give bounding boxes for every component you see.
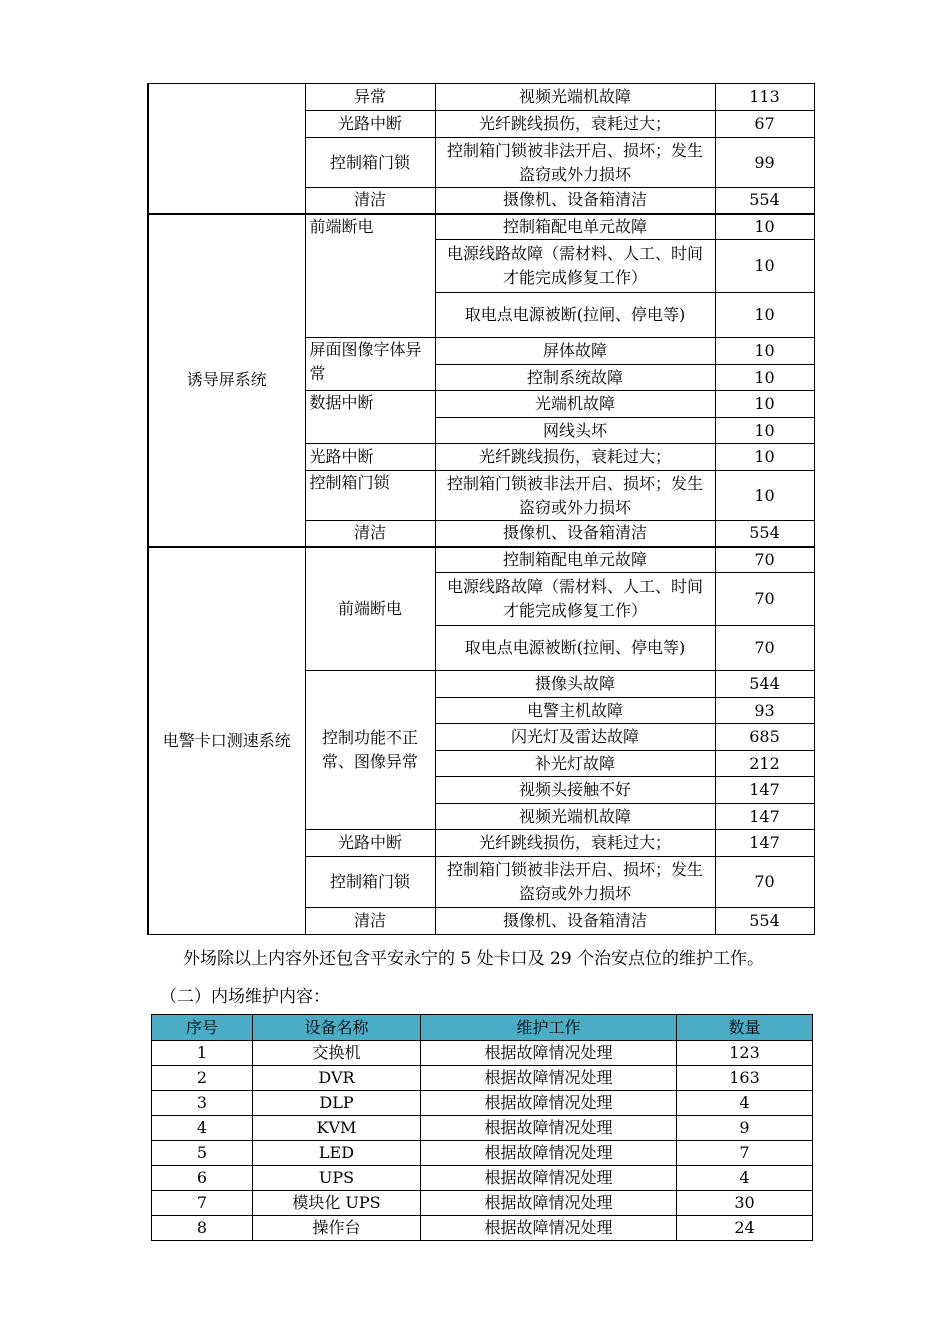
count-cell: 212 xyxy=(715,751,814,777)
count-cell: 544 xyxy=(715,671,814,698)
issue-cell: 摄像机、设备箱清洁 xyxy=(435,908,715,935)
count-cell: 113 xyxy=(715,84,814,111)
quantity-cell: 163 xyxy=(677,1066,813,1091)
count-cell: 70 xyxy=(715,547,814,573)
category-cell: 控制功能不正常、图像异常 xyxy=(305,671,435,830)
note-paragraph: 外场除以上内容外还包含平安永宁的 5 处卡口及 29 个治安点位的维护工作。 xyxy=(183,949,765,969)
issue-cell: 视频头接触不好 xyxy=(435,777,715,804)
count-cell: 67 xyxy=(715,111,814,138)
quantity-cell: 30 xyxy=(677,1191,813,1216)
issue-cell: 摄像机、设备箱清洁 xyxy=(435,521,715,547)
count-cell: 10 xyxy=(715,365,814,391)
count-cell: 147 xyxy=(715,804,814,830)
issue-cell: 摄像头故障 xyxy=(435,671,715,698)
count-cell: 685 xyxy=(715,724,814,751)
count-cell: 10 xyxy=(715,240,814,293)
issue-cell: 控制箱门锁被非法开启、损坏；发生盗窃或外力损坏 xyxy=(435,857,715,908)
index-cell: 6 xyxy=(152,1166,253,1191)
table-header-row xyxy=(152,1015,813,1041)
work-cell: 根据故障情况处理 xyxy=(421,1166,677,1191)
work-cell: 根据故障情况处理 xyxy=(421,1066,677,1091)
category-cell: 光路中断 xyxy=(305,830,435,857)
index-cell: 1 xyxy=(152,1041,253,1066)
count-cell: 147 xyxy=(715,830,814,857)
category-cell: 控制箱门锁 xyxy=(305,471,435,521)
count-cell: 10 xyxy=(715,471,814,521)
quantity-cell: 9 xyxy=(677,1116,813,1141)
system-cell: 诱导屏系统 xyxy=(148,214,305,547)
table-row xyxy=(152,1141,813,1166)
issue-cell: 摄像机、设备箱清洁 xyxy=(435,188,715,214)
count-cell: 10 xyxy=(715,338,814,365)
issue-cell: 电源线路故障（需材料、人工、时间才能完成修复工作） xyxy=(435,240,715,293)
device-cell: DVR xyxy=(253,1066,421,1091)
section-heading: （二）内场维护内容： xyxy=(160,987,330,1007)
table-row xyxy=(152,1191,813,1216)
work-cell: 根据故障情况处理 xyxy=(421,1116,677,1141)
device-cell: 模块化 UPS xyxy=(253,1191,421,1216)
device-cell: DLP xyxy=(253,1091,421,1116)
table-row xyxy=(152,1166,813,1191)
issue-cell: 控制箱门锁被非法开启、损坏；发生盗窃或外力损坏 xyxy=(435,471,715,521)
quantity-cell: 123 xyxy=(677,1041,813,1066)
issue-cell: 补光灯故障 xyxy=(435,751,715,777)
quantity-cell: 4 xyxy=(677,1091,813,1116)
system-cell: 电警卡口测速系统 xyxy=(148,547,305,935)
issue-cell: 控制箱门锁被非法开启、损坏；发生盗窃或外力损坏 xyxy=(435,138,715,188)
count-cell: 70 xyxy=(715,626,814,671)
category-cell: 光路中断 xyxy=(305,111,435,138)
index-cell: 7 xyxy=(152,1191,253,1216)
work-cell: 根据故障情况处理 xyxy=(421,1141,677,1166)
category-cell: 清洁 xyxy=(305,188,435,214)
issue-cell: 电源线路故障（需材料、人工、时间才能完成修复工作） xyxy=(435,573,715,626)
issue-cell: 屏体故障 xyxy=(435,338,715,365)
count-cell: 93 xyxy=(715,698,814,724)
quantity-cell: 7 xyxy=(677,1141,813,1166)
work-cell: 根据故障情况处理 xyxy=(421,1216,677,1241)
issue-cell: 控制系统故障 xyxy=(435,365,715,391)
indoor-maintenance-table xyxy=(151,1014,813,1241)
count-cell: 10 xyxy=(715,391,814,418)
index-cell: 3 xyxy=(152,1091,253,1116)
category-cell: 清洁 xyxy=(305,521,435,547)
work-cell: 根据故障情况处理 xyxy=(421,1191,677,1216)
device-cell: 交换机 xyxy=(253,1041,421,1066)
system-cell xyxy=(148,84,305,214)
issue-cell: 视频光端机故障 xyxy=(435,84,715,111)
category-cell: 数据中断 xyxy=(305,391,435,444)
issue-cell: 光纤跳线损伤，衰耗过大； xyxy=(435,830,715,857)
index-cell: 2 xyxy=(152,1066,253,1091)
count-cell: 554 xyxy=(715,908,814,935)
issue-cell: 取电点电源被断(拉闸、停电等) xyxy=(435,293,715,338)
issue-cell: 光端机故障 xyxy=(435,391,715,418)
header-device-name: 设备名称 xyxy=(253,1015,421,1041)
header-index: 序号 xyxy=(152,1015,253,1041)
category-cell: 光路中断 xyxy=(305,444,435,471)
issue-cell: 控制箱配电单元故障 xyxy=(435,214,715,240)
table-row xyxy=(152,1091,813,1116)
count-cell: 10 xyxy=(715,214,814,240)
device-cell: KVM xyxy=(253,1116,421,1141)
count-cell: 554 xyxy=(715,188,814,214)
issue-cell: 电警主机故障 xyxy=(435,698,715,724)
table-row xyxy=(152,1066,813,1091)
work-cell: 根据故障情况处理 xyxy=(421,1091,677,1116)
category-cell: 异常 xyxy=(305,84,435,111)
category-cell: 屏面图像字体异常 xyxy=(305,338,435,391)
table-row xyxy=(148,84,814,111)
count-cell: 554 xyxy=(715,521,814,547)
header-maintenance-work: 维护工作 xyxy=(421,1015,677,1041)
outdoor-maintenance-table xyxy=(147,83,815,935)
table-row xyxy=(148,547,814,573)
device-cell: LED xyxy=(253,1141,421,1166)
count-cell: 147 xyxy=(715,777,814,804)
issue-cell: 取电点电源被断(拉闸、停电等) xyxy=(435,626,715,671)
count-cell: 70 xyxy=(715,857,814,908)
device-cell: UPS xyxy=(253,1166,421,1191)
issue-cell: 视频光端机故障 xyxy=(435,804,715,830)
table-row xyxy=(152,1041,813,1066)
category-cell: 前端断电 xyxy=(305,214,435,338)
category-cell: 控制箱门锁 xyxy=(305,857,435,908)
quantity-cell: 24 xyxy=(677,1216,813,1241)
index-cell: 8 xyxy=(152,1216,253,1241)
index-cell: 5 xyxy=(152,1141,253,1166)
index-cell: 4 xyxy=(152,1116,253,1141)
header-quantity: 数量 xyxy=(677,1015,813,1041)
category-cell: 控制箱门锁 xyxy=(305,138,435,188)
work-cell: 根据故障情况处理 xyxy=(421,1041,677,1066)
count-cell: 70 xyxy=(715,573,814,626)
issue-cell: 控制箱配电单元故障 xyxy=(435,547,715,573)
issue-cell: 光纤跳线损伤，衰耗过大； xyxy=(435,111,715,138)
table-row xyxy=(152,1116,813,1141)
count-cell: 99 xyxy=(715,138,814,188)
category-cell: 清洁 xyxy=(305,908,435,935)
issue-cell: 闪光灯及雷达故障 xyxy=(435,724,715,751)
device-cell: 操作台 xyxy=(253,1216,421,1241)
issue-cell: 网线头坏 xyxy=(435,418,715,444)
issue-cell: 光纤跳线损伤，衰耗过大； xyxy=(435,444,715,471)
quantity-cell: 4 xyxy=(677,1166,813,1191)
count-cell: 10 xyxy=(715,293,814,338)
category-cell: 前端断电 xyxy=(305,547,435,671)
table-row xyxy=(148,214,814,240)
count-cell: 10 xyxy=(715,444,814,471)
count-cell: 10 xyxy=(715,418,814,444)
table-row xyxy=(152,1216,813,1241)
